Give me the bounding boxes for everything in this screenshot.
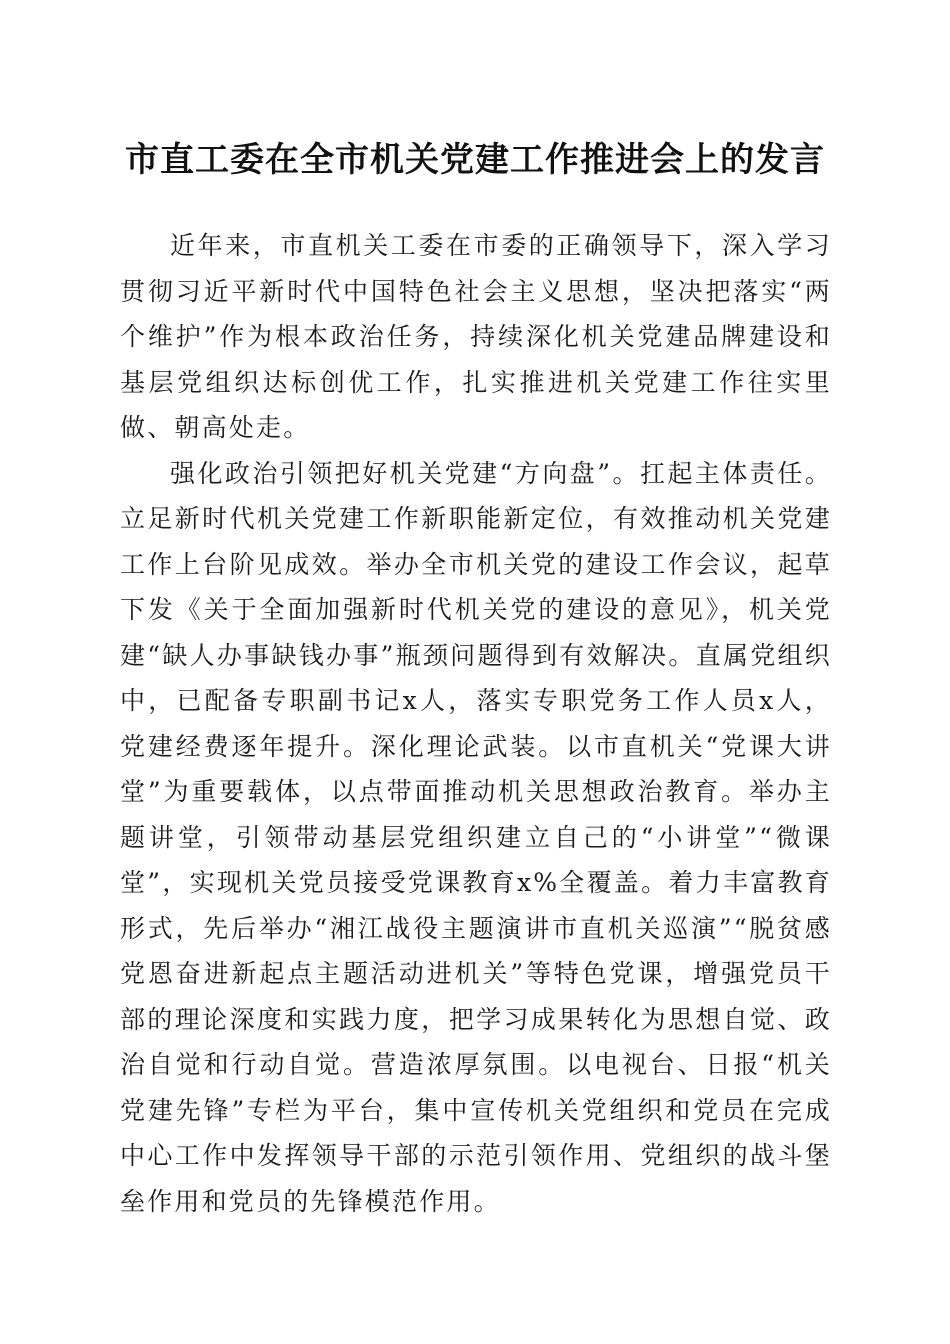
- paragraph-intro: 近年来，市直机关工委在市委的正确领导下，深入学习贯彻习近平新时代中国特色社会主义思想，坚决把落实“两个维护”作为根本政治任务，持续深化机关党建品牌建设和基层党组织达标创优工作，扎实推进机关党建工作往实里做、朝高处走。: [120, 231, 832, 442]
- paragraph-political-guidance: 强化政治引领把好机关党建“方向盘”。扛起主体责任。立足新时代机关党建工作新职能新定位，有效推动机关党建工作上台阶见成效。举办全市机关党的建设工作会议，起草下发《关于全面加强新时代机关党的建设的意见》，机关党建“缺人办事缺钱办事”瓶颈问题得到有效解决。直属党组织中，已配备专职副书记x人，落实专职党务工作人员x人，党建经费逐年提升。深化理论武装。以市直机关“党课大讲堂”为重要载体，以点带面推动机关思想政治教育。举办主题讲堂，引领带动基层党组织建立自己的“小讲堂”“微课堂”，实现机关党员接受党课教育x%全覆盖。着力丰富教育形式，先后举办“湘江战役主题演讲市直机关巡演”“脱贫感党恩奋进新起点主题活动进机关”等特色党课，增强党员干部的理论深度和实践力度，把学习成果转化为思想自觉、政治自觉和行动自觉。营造浓厚氛围。以电视台、日报“机关党建先锋”专栏为平台，集中宣传机关党组织和党员在完成中心工作中发挥领导干部的示范引领作用、党组织的战斗堡垒作用和党员的先锋模范作用。: [120, 458, 832, 1216]
- document-title: 市直工委在全市机关党建工作推进会上的发言: [125, 140, 825, 180]
- document-body: [120, 223, 832, 1224]
